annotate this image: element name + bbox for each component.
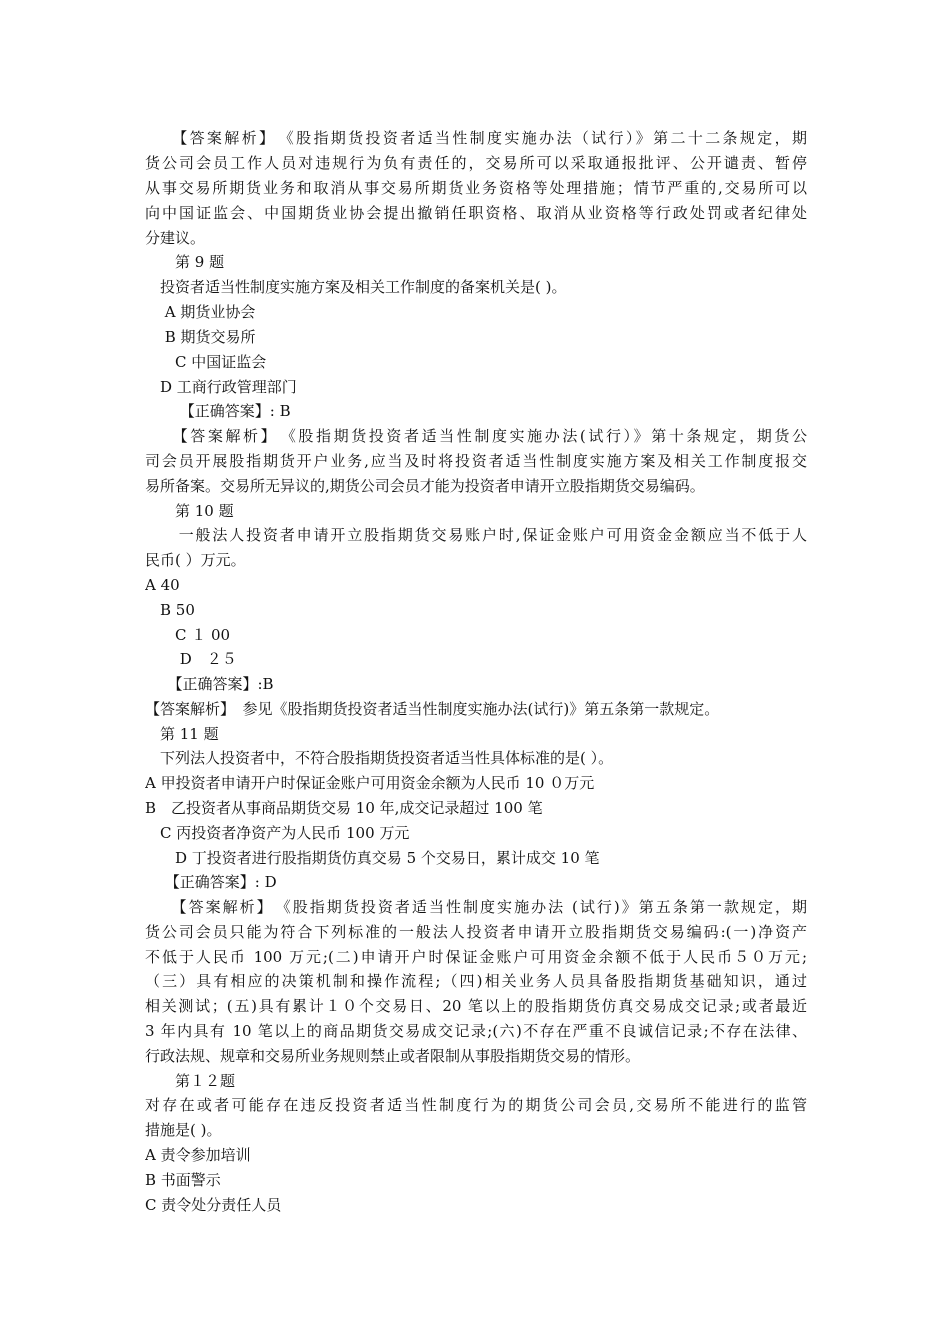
option-b: B 期货交易所 [145, 328, 256, 346]
option-d: D 工商行政管理部门 [145, 378, 297, 396]
text-line: 【答案解析】 《股指期货投资者适当性制度实施办法 (试行)》第五条第一款规定，期 [145, 898, 807, 916]
option-d: D 丁投资者进行股指期货仿真交易 5 个交易日，累计成交 10 笔 [145, 849, 600, 867]
option-b: B 50 [145, 601, 195, 619]
text-line: 司会员开展股指期货开户业务,应当及时将投资者适当性制度实施方案及相关工作制度报交 [145, 452, 807, 470]
text-line: 【答案解析】 《股指期货投资者适当性制度实施办法（试行）》第二十二条规定，期 [145, 129, 807, 147]
option-a: A 甲投资者申请开户时保证金账户可用资金余额为人民币 10 ０万元 [145, 774, 595, 792]
text-line: 行政法规、规章和交易所业务规则禁止或者限制从事股指期货交易的情形。 [145, 1047, 641, 1065]
question-text: 下列法人投资者中，不符合股指期货投资者适当性具体标准的是( ）。 [145, 749, 614, 767]
question-text: 投资者适当性制度实施方案及相关工作制度的备案机关是( )。 [145, 278, 567, 296]
option-d: D ２５ [145, 650, 237, 668]
option-b: B 乙投资者从事商品期货交易 10 年,成交记录超过 100 笔 [145, 799, 543, 817]
text-line: 不低于人民币 100 万元;(二)申请开户时保证金账户可用资金余额不低于人民币５０万元; [145, 948, 807, 966]
text-line: 向中国证监会、中国期货业协会提出撤销任职资格、取消从业资格等行政处罚或者纪律处 [145, 204, 807, 222]
option-c: C １ 00 [145, 626, 231, 644]
text-line: （三）具有相应的决策机制和操作流程;（四)相关业务人员具备股指期货基础知识，通过 [145, 972, 807, 990]
answer-explanation: 【答案解析】 参见《股指期货投资者适当性制度实施办法(试行)》第五条第一款规定。 [145, 700, 720, 718]
text-line: 易所备案。交易所无异议的,期货公司会员才能为投资者申请开立股指期货交易编码。 [145, 477, 705, 495]
question-text: 一般法人投资者申请开立股指期货交易账户时,保证金账户可用资金金额应当不低于人 [145, 526, 807, 544]
text-line: 货公司会员工作人员对违规行为负有责任的，交易所可以采取通报批评、公开谴责、暂停 [145, 154, 807, 172]
text-line: 货公司会员只能为符合下列标准的一般法人投资者申请开立股指期货交易编码:(一)净资产 [145, 923, 807, 941]
question-text: 民币( ）万元。 [145, 551, 246, 569]
option-a: A 40 [145, 576, 180, 594]
text-line: 3 年内具有 10 笔以上的商品期货交易成交记录;(六)不存在严重不良诚信记录;不存在法律、 [145, 1022, 807, 1040]
option-c: C 丙投资者净资产为人民币 100 万元 [145, 824, 410, 842]
option-b: B 书面警示 [145, 1171, 221, 1189]
question-heading: 第 10 题 [145, 502, 234, 520]
question-text: 措施是( )。 [145, 1121, 222, 1139]
text-line: 【答案解析】 《股指期货投资者适当性制度实施办法(试行）》第十条规定，期货公 [145, 427, 807, 445]
option-c: C 责令处分责任人员 [145, 1196, 282, 1214]
option-a: A 期货业协会 [145, 303, 256, 321]
question-heading: 第 9 题 [145, 253, 225, 271]
option-c: C 中国证监会 [145, 353, 267, 371]
question-heading: 第 11 题 [145, 725, 219, 743]
text-line: 从事交易所期货业务和取消从事交易所期货业务资格等处理措施；情节严重的,交易所可以 [145, 179, 807, 197]
option-a: A 责令参加培训 [145, 1146, 251, 1164]
text-line: 相关测试；(五)具有累计１０个交易日、20 笔以上的股指期货仿真交易成交记录;或者最近 [145, 997, 807, 1015]
question-heading: 第１２题 [145, 1072, 236, 1090]
question-text: 对存在或者可能存在违反投资者适当性制度行为的期货公司会员,交易所不能进行的监管 [145, 1096, 807, 1114]
correct-answer: 【正确答案】:B [145, 675, 274, 693]
text-line: 分建议。 [145, 229, 206, 247]
correct-answer: 【正确答案】: D [145, 873, 277, 891]
correct-answer: 【正确答案】: B [145, 402, 291, 420]
